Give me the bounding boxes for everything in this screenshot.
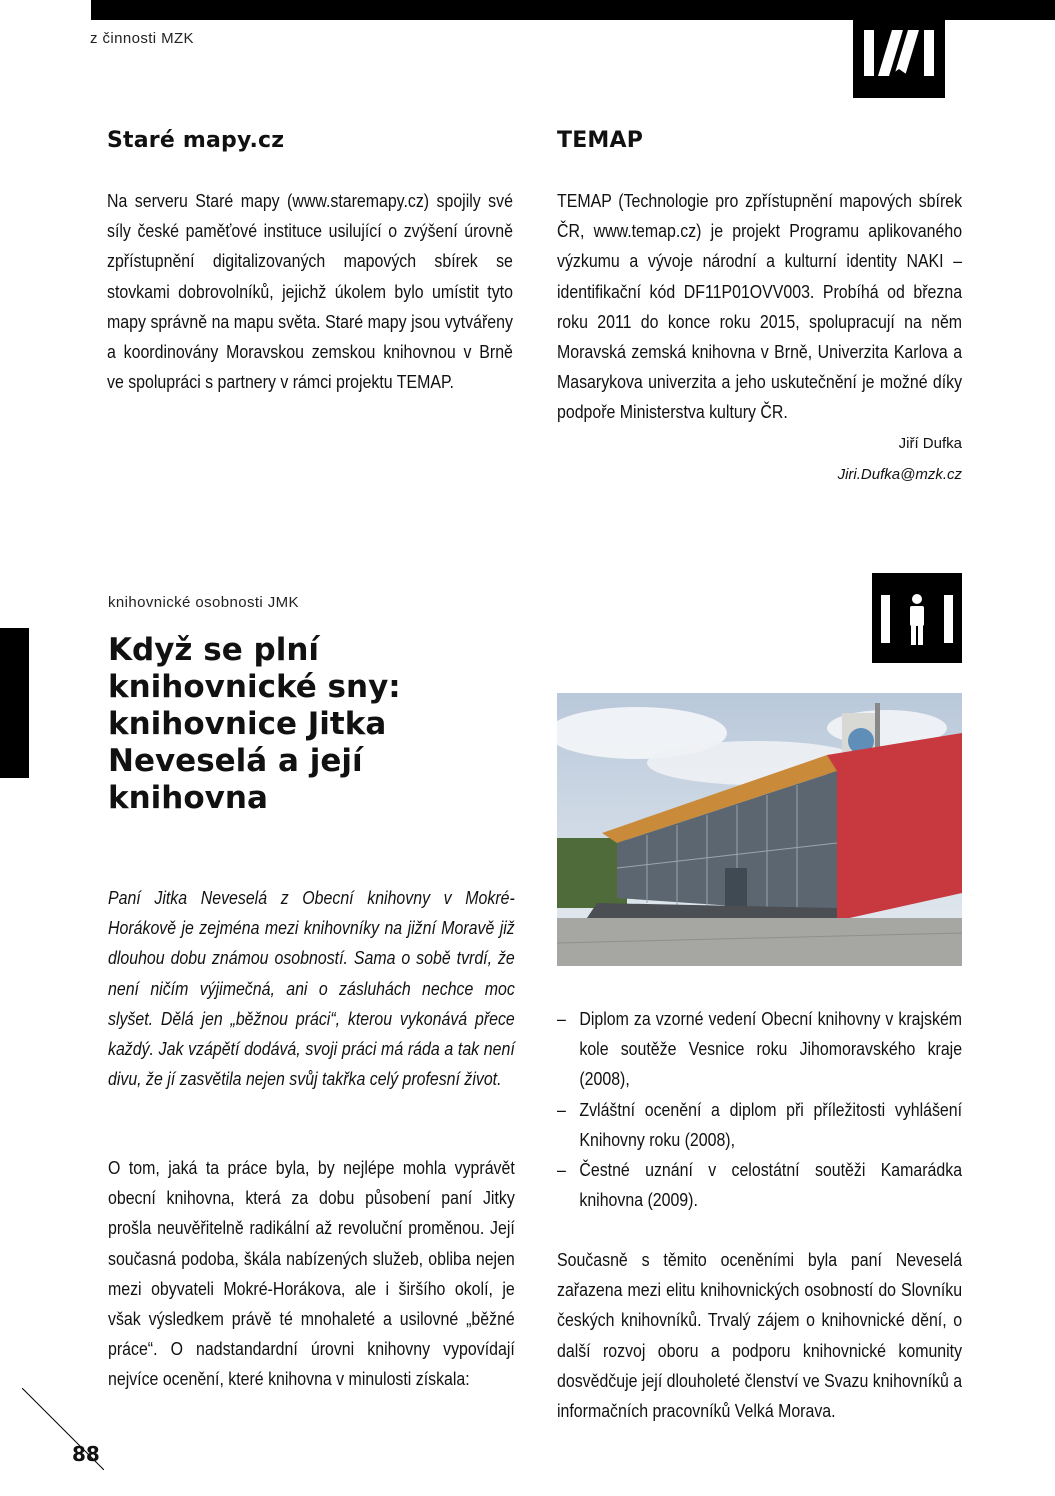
author-name: Jiří Dufka [898,435,962,452]
right-article-title: TEMAP [557,128,644,153]
right-article-body: TEMAP (Technologie pro zpřístupnění mapových sbírek ČR, www.temap.cz) je projekt Programu aplikovaného výzkumu a vývoje národní a kulturní identity NAKI – identifikační kód DF11P01OVV003. Probíhá od března roku 2011 do konce roku 2015, spolupracují na něm Moravská zemská knihovna v Brně, Univerzita Karlova a Masarykova univerzita a jeho uskutečnění je možné díky podpoře Ministerstva kultury ČR. [557,190,963,423]
award-item: – Čestné uznání v celostátní soutěži Kamarádka knihovna (2009). [557,1155,962,1215]
award-item: – Zvláštní ocenění a diplom při příležitosti vyhlášení Knihovny roku (2008), [557,1095,962,1155]
page-number: 88 [72,1442,100,1466]
feature-title: Když se plní knihovnické sny: knihovnice Jitka Neveselá a její knihovna [108,632,401,816]
sidebar-tab-marker [0,628,29,778]
library-building-photo [557,693,962,966]
awards-list [557,1004,962,1215]
left-article-title: Staré mapy.cz [107,128,285,153]
feature-lead: Paní Jitka Neveselá z Obecní knihovny v Mokré-Horákově je zejména mezi knihovníky na jižní Moravě již dlouhou dobu známou osobností. Sama o sobě tvrdí, že není ničím výjimečná, ani o zásluhách nechce moc slyšet. Dělá jen „běžnou práci“, kterou vykonává přece každý. Jak vzápětí dodává, svoji práci má ráda a tak není divu, že jí zasvětila nejen svůj takřka celý profesní život. [108,887,515,1090]
feature-body: O tom, jaká ta práce byla, by nejlépe mohla vyprávět obecní knihovna, která za dobu působení paní Jitky prošla neuvěřitelně radikální až revoluční proměnou. Její současná podoba, škála nabízených služeb, obliba nejen mezi obyvateli Mokré-Horákova, ale i širšího okolí, je však výsledkem právě té mnohaleté a usilovné „běžné práce“. O nadstandardní úrovni knihovny vypovídají nejvíce ocenění, které knihovna v minulosti získala: [108,1157,515,1390]
mzk-book-logo-icon [853,14,945,98]
award-item: – Diplom za vzorné vedení Obecní knihovny v krajském kole soutěže Vesnice roku Jihomoravského kraje (2008), [557,1004,962,1095]
feature-closing: Současně s těmito oceněními byla paní Neveselá zařazena mezi elitu knihovnických osobností do Slovníku českých knihovníků. Trvalý zájem o knihovnické dění, o další rozvoj oboru a podporu knihovnické komunity dosvědčuje její dlouholeté členství ve Svazu knihovníků a informačních pracovníků Velká Morava. [557,1249,963,1422]
section-label-mzk: z činnosti MZK [90,30,194,47]
person-logo-icon [872,573,962,663]
section-label-osobnosti: knihovnické osobnosti JMK [108,594,299,611]
left-article-body: Na serveru Staré mapy (www.staremapy.cz) spojily své síly české paměťové instituce usilující o zvýšení úrovně zpřístupnění digitalizovaných mapových sbírek se stovkami dobrovolníků, jejichž úkolem bylo umístit tyto mapy správně na mapu světa. Staré mapy jsou vytvářeny a koordinovány Moravskou zemskou knihovnou v Brně ve spolupráci s partnery v rámci projektu TEMAP. [107,190,513,393]
author-email[interactable]: Jiri.Dufka@mzk.cz [837,466,962,483]
